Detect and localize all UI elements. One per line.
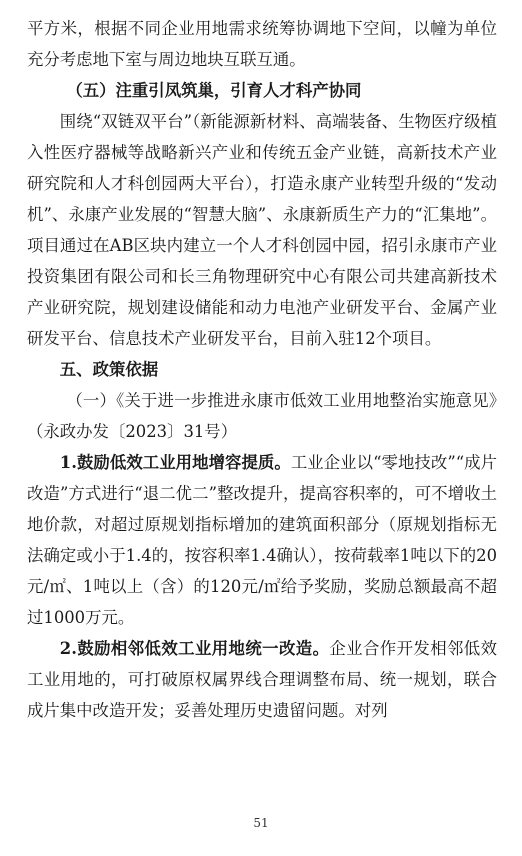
page-number: 51 <box>253 816 269 830</box>
subsection-heading-5: （五）注重引凤筑巢，引育人才科产协同 <box>66 81 362 100</box>
paragraph-continuation: 平方米，根据不同企业用地需求统筹协调地下空间，以幢为单位充分考虑地下室与周边地块互联互通。 <box>27 19 497 69</box>
paragraph-talent-platform: 围绕“双链双平台”（新能源新材料、高端装备、生物医疗级植入性医疗器械等战略新兴产业和传统五金产业链，高新技术产业研究院和人才科创园两大平台），打造永康产业转型升级的“发动机”、永康产业发展的“智慧大脑”、永康新质生产力的“汇集地”。项目通过在AB区块内建立一个人才科创园中园，招引永康市产业投资集团有限公司和长三角物理研究中心有限公司共建高新技术产业研究院，规划建设储能和动力电池产业研发平台、金属产业研发平台、信息技术产业研发平台，目前入驻12个项目。 <box>27 112 497 348</box>
policy-document-title: （一）《关于进一步推进永康市低效工业用地整治实施意见》（永政办发〔2023〕31号） <box>27 391 497 441</box>
policy-item-1-title: 1.鼓励低效工业用地增容提质。 <box>59 453 291 472</box>
policy-item-2-body: 企业合作开发相邻低效工业用地的，可打破原权属界线合理调整布局、统一规划，联合成片集中改造开发；妥善处理历史遗留问题。对列 <box>27 639 497 720</box>
policy-item-2-title: 2.鼓励相邻低效工业用地统一改造。 <box>59 639 330 658</box>
policy-item-1 <box>27 447 497 633</box>
policy-item-2 <box>27 633 497 726</box>
policy-item-1-body: 工业企业以“零地技改”“成片改造”方式进行“退二优二”整改提升，提高容积率的，可不增收土地价款，对超过原规划指标增加的建筑面积部分（原规划指标无法确定或小于1.4的，按容积率1.4确认），按荷载率1吨以下的20元/㎡、1吨以上（含）的120元/㎡给予奖励，奖励总额最高不超过1000万元。 <box>27 453 497 627</box>
document-page <box>27 13 497 726</box>
section-heading-policy-basis: 五、政策依据 <box>59 360 159 379</box>
